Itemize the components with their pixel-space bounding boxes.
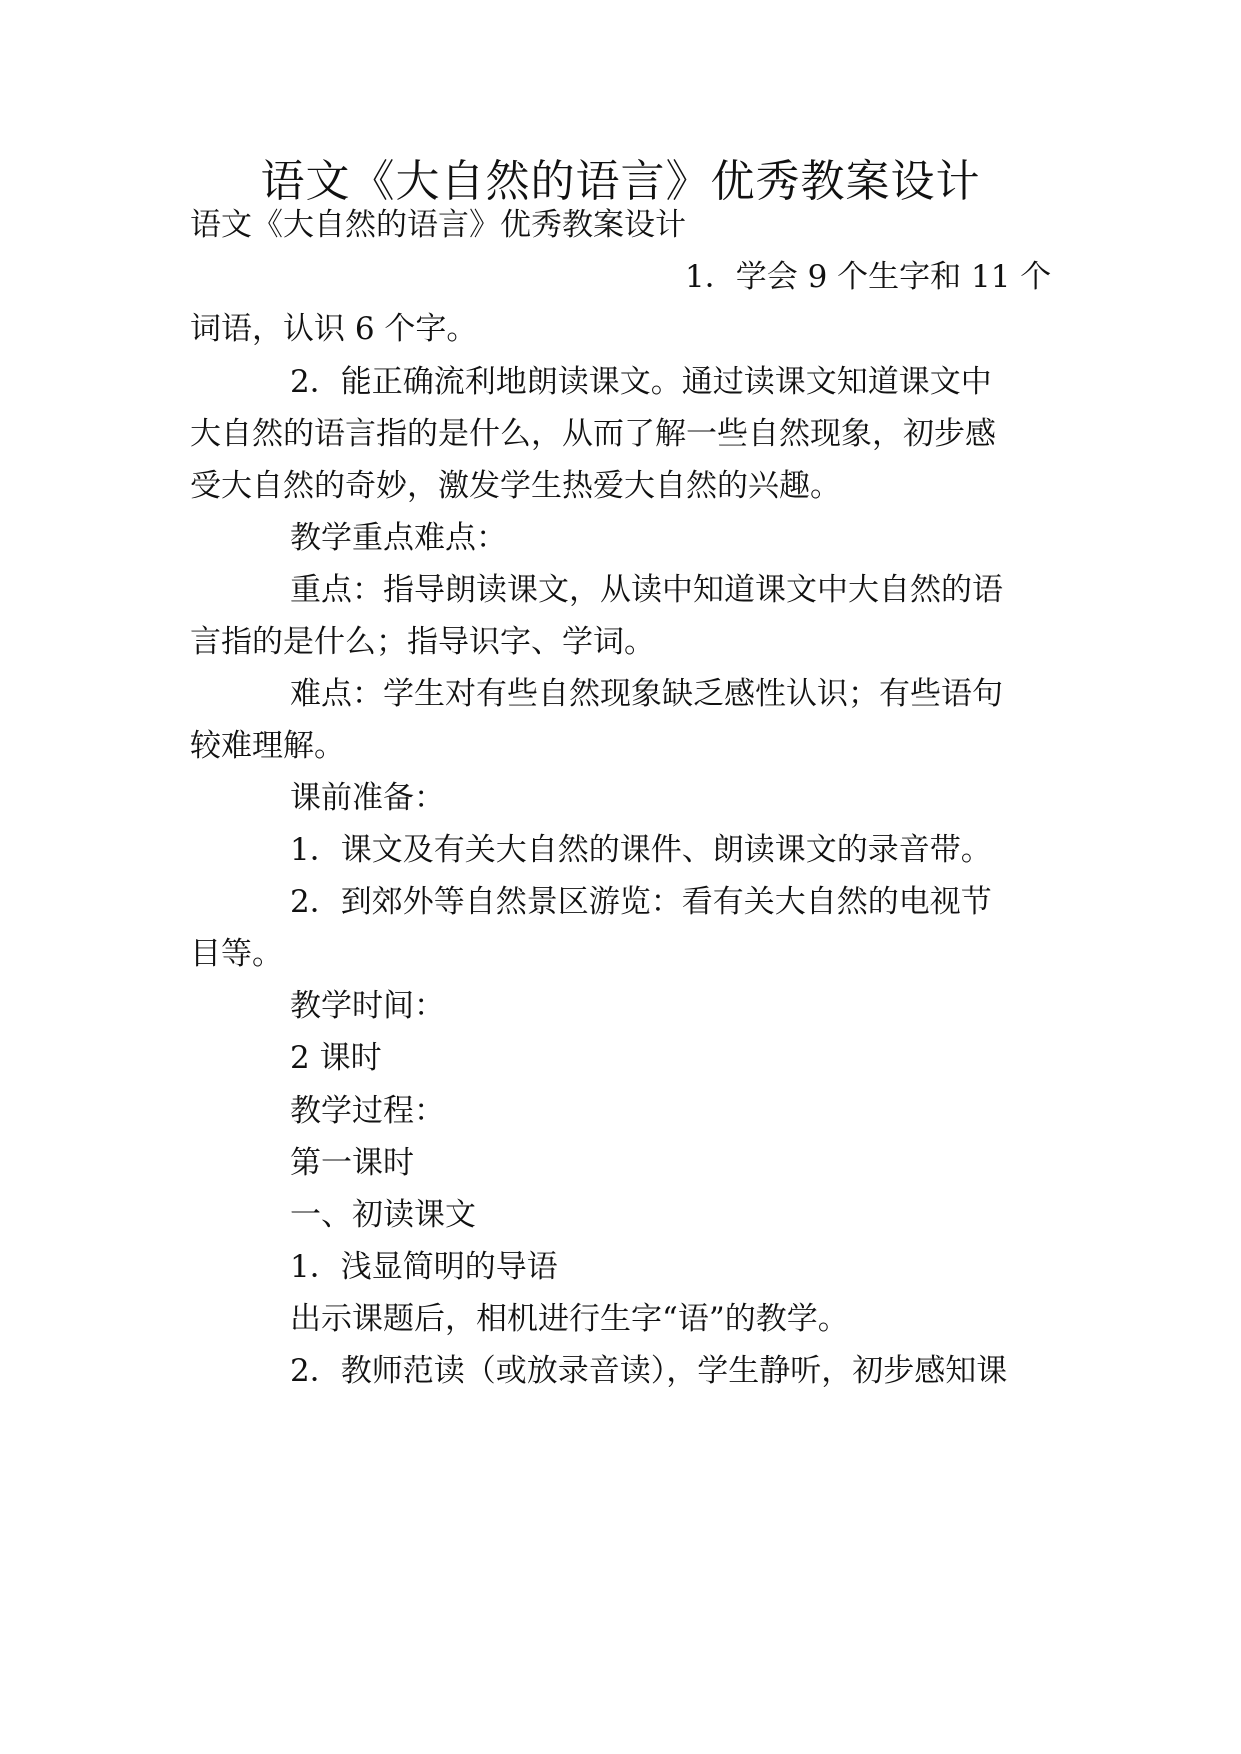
body-line: 较难理解。 [190, 728, 345, 764]
body-line: 重点：指导朗读课文，从读中知道课文中大自然的语 [290, 572, 1003, 608]
body-line: 1．课文及有关大自然的课件、朗读课文的录音带。 [290, 832, 992, 868]
body-line: 2 课时 [290, 1040, 382, 1076]
body-line: 词语，认识 6 个字。 [190, 311, 478, 347]
body-line: 出示课题后，相机进行生字“语”的教学。 [290, 1301, 849, 1337]
body-line: 1．学会 9 个生字和 11 个 [685, 259, 1052, 295]
document-title: 语文《大自然的语言》优秀教案设计 [260, 156, 981, 207]
body-line: 1．浅显简明的导语 [290, 1249, 558, 1285]
body-line: 目等。 [190, 936, 283, 972]
body-line: 难点：学生对有些自然现象缺乏感性认识；有些语句 [290, 676, 1003, 712]
body-line: 2．到郊外等自然景区游览：看有关大自然的电视节 [290, 884, 992, 920]
body-line: 2．能正确流利地朗读课文。通过读课文知道课文中 [290, 364, 992, 400]
body-line: 言指的是什么；指导识字、学词。 [190, 624, 655, 660]
section-heading: 一、初读课文 [290, 1197, 476, 1233]
section-heading: 教学时间： [290, 988, 445, 1024]
section-heading: 课前准备： [290, 780, 445, 816]
body-line: 受大自然的奇妙，激发学生热爱大自然的兴趣。 [190, 468, 841, 504]
section-heading: 第一课时 [290, 1145, 414, 1181]
section-heading: 教学过程： [290, 1093, 445, 1129]
body-line: 大自然的语言指的是什么，从而了解一些自然现象，初步感 [190, 416, 996, 452]
body-line: 2．教师范读（或放录音读），学生静听，初步感知课 [290, 1353, 1008, 1389]
section-heading: 教学重点难点： [290, 520, 507, 556]
subtitle-line: 语文《大自然的语言》优秀教案设计 [190, 207, 686, 243]
